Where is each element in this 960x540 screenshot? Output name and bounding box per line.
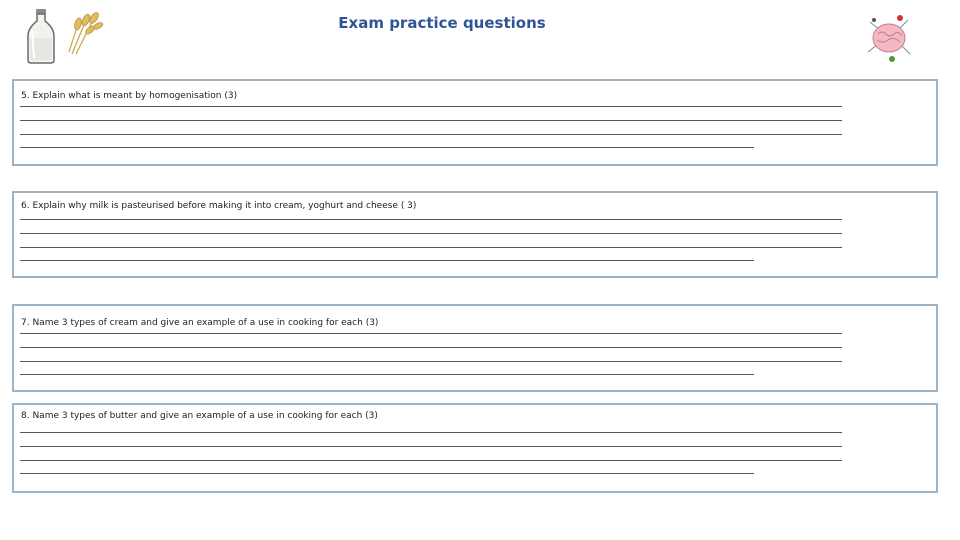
question-text: 7. Name 3 types of cream and give an example of a use in cooking for each (3): [21, 318, 379, 328]
answer-line[interactable]: [20, 233, 842, 234]
wheat-sheaf-icon: [64, 10, 104, 56]
page-title: Exam practice questions: [338, 14, 546, 32]
answer-line[interactable]: [20, 260, 754, 261]
answer-line[interactable]: [20, 247, 842, 248]
answer-line[interactable]: [20, 347, 842, 348]
answer-line[interactable]: [20, 147, 754, 148]
question-box: [12, 304, 938, 392]
brain-illustration-icon: [864, 12, 914, 64]
question-text: 5. Explain what is meant by homogenisation (3): [21, 91, 238, 101]
answer-line[interactable]: [20, 460, 842, 461]
answer-line[interactable]: [20, 333, 842, 334]
answer-line[interactable]: [20, 120, 842, 121]
question-text: 6. Explain why milk is pasteurised before making it into cream, yoghurt and cheese ( 3): [21, 201, 417, 211]
answer-line[interactable]: [20, 374, 754, 375]
question-box: [12, 79, 938, 166]
answer-line[interactable]: [20, 106, 842, 107]
answer-line[interactable]: [20, 219, 842, 220]
question-box: [12, 403, 938, 493]
answer-line[interactable]: [20, 473, 754, 474]
question-box: [12, 191, 938, 278]
answer-line[interactable]: [20, 134, 842, 135]
question-text: 8. Name 3 types of butter and give an example of a use in cooking for each (3): [21, 411, 378, 421]
answer-line[interactable]: [20, 432, 842, 433]
milk-bottle-icon: [26, 8, 56, 64]
answer-line[interactable]: [20, 361, 842, 362]
answer-line[interactable]: [20, 446, 842, 447]
